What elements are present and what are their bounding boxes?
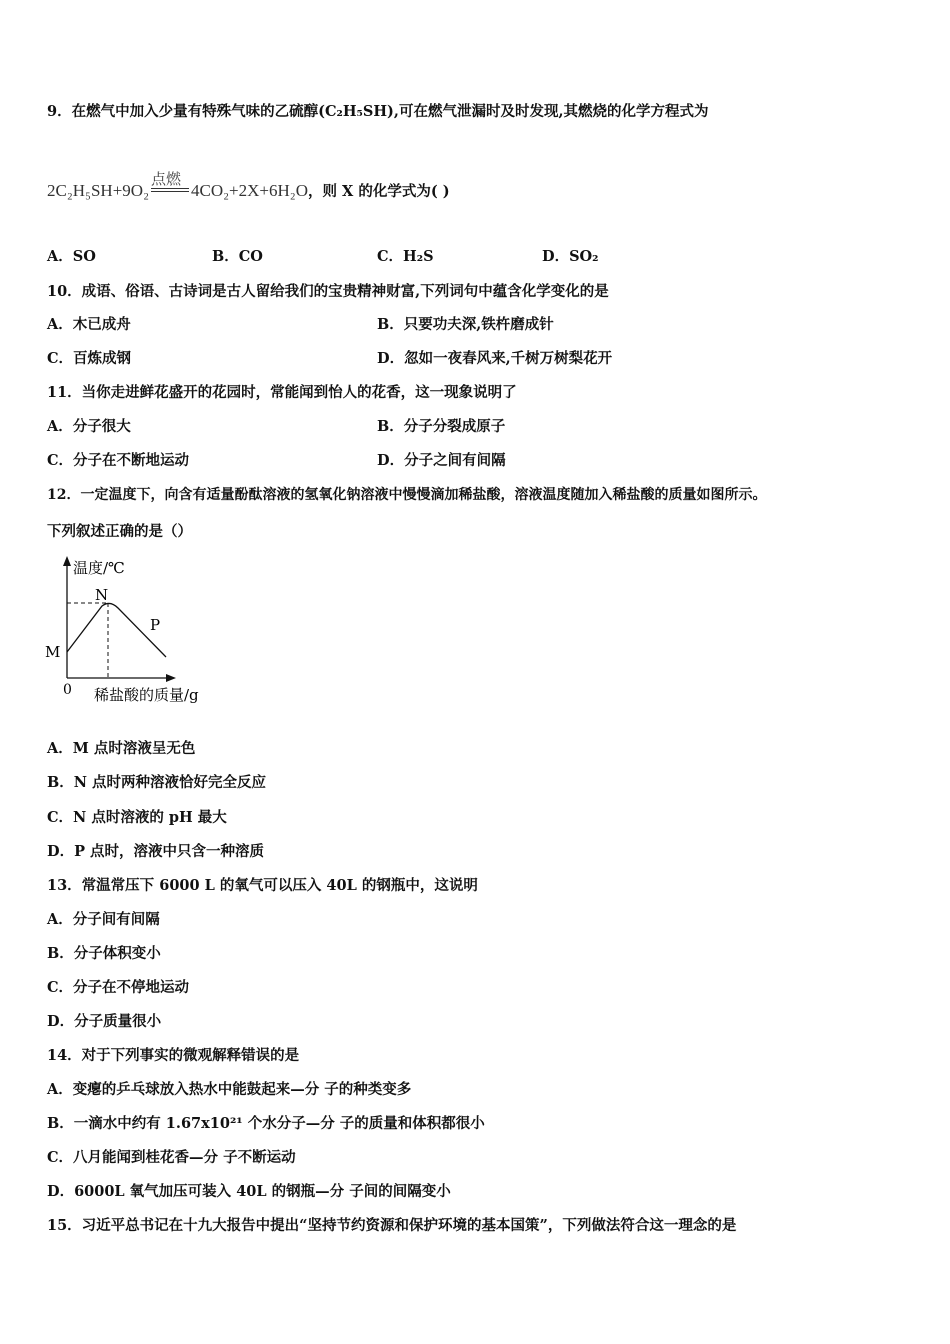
option-9c[interactable]: C．H₂S [377,248,434,265]
option-11a[interactable]: A．分子很大 [47,418,131,435]
point-n-label: N [95,586,109,604]
option-11c[interactable]: C．分子在不断地运动 [47,452,190,469]
equation-products: 4CO₂+2X+6H₂O [191,181,308,200]
question-12-stem-cont: 下列叙述正确的是（） [47,523,192,540]
x-axis-label: 稀盐酸的质量/g [94,686,199,704]
option-9a[interactable]: A．SO [47,248,96,265]
option-12b[interactable]: B．N 点时两种溶液恰好完全反应 [47,774,267,791]
option-13a[interactable]: A．分子间有间隔 [47,911,160,928]
option-12a[interactable]: A．M 点时溶液呈无色 [47,740,196,757]
option-14c[interactable]: C．八月能闻到桂花香—分 子不断运动 [47,1149,296,1166]
equation-question: ，则 X 的化学式为( ) [307,183,450,200]
option-14b[interactable]: B．一滴水中约有 1.67x10²¹ 个水分子—分 子的质量和体积都很小 [47,1115,485,1132]
question-15-stem: 15．习近平总书记在十九大报告中提出“坚持节约资源和保护环境的基本国策”，下列做法符合这一理念的是 [47,1217,737,1234]
question-11-stem: 11．当你走进鲜花盛开的花园时，常能闻到怡人的花香，这一现象说明了 [47,384,517,401]
question-14-stem: 14．对于下列事实的微观解释错误的是 [47,1047,300,1064]
question-12-stem: 12．一定温度下，向含有适量酚酞溶液的氢氧化钠溶液中慢慢滴加稀盐酸，溶液温度随加入稀盐酸的质量如图所示。 [47,487,767,503]
option-11b[interactable]: B．分子分裂成原子 [377,418,506,435]
option-10d[interactable]: D．忽如一夜春风来,千树万树梨花开 [377,350,613,367]
option-10c[interactable]: C．百炼成钢 [47,350,132,367]
option-13d[interactable]: D．分子质量很小 [47,1013,162,1030]
option-13b[interactable]: B．分子体积变小 [47,945,161,962]
question-13-stem: 13．常温常压下 6000 L 的氧气可以压入 40L 的钢瓶中，这说明 [47,877,478,894]
question-9-stem: 9．在燃气中加入少量有特殊气味的乙硫醇(C₂H₅SH),可在燃气泄漏时及时发现,其燃烧的化学方程式为 [47,103,709,120]
reaction-condition: 点燃 [151,172,182,189]
point-m-label: M [45,643,61,661]
option-10a[interactable]: A．木已成舟 [47,316,131,333]
option-9b[interactable]: B．CO [212,248,263,265]
option-12c[interactable]: C．N 点时溶液的 pH 最大 [47,809,227,826]
option-10b[interactable]: B．只要功夫深,铁杵磨成针 [377,316,554,333]
option-13c[interactable]: C．分子在不停地运动 [47,979,190,996]
x-axis-arrow [166,674,176,682]
temperature-graph [40,550,240,710]
y-axis-arrow [63,556,71,566]
option-14a[interactable]: A．变瘪的乒乓球放入热水中能鼓起来—分 子的种类变多 [47,1081,412,1098]
y-axis-label: 温度/℃ [73,559,125,577]
option-11d[interactable]: D．分子之间有间隔 [377,452,506,469]
option-14d[interactable]: D．6000L 氧气加压可装入 40L 的钢瓶—分 子间的间隔变小 [47,1183,451,1200]
option-9d[interactable]: D．SO₂ [542,248,599,265]
option-12d[interactable]: D．P 点时，溶液中只含一种溶质 [47,843,265,860]
equation-reactants: 2C₂H₅SH+9O₂ [47,181,149,200]
chemical-equation [47,172,450,201]
point-p-label: P [150,616,161,634]
question-10-stem: 10．成语、俗语、古诗词是古人留给我们的宝贵精神财富,下列词句中蕴含化学变化的是 [47,283,609,300]
origin-label: 0 [63,682,72,698]
